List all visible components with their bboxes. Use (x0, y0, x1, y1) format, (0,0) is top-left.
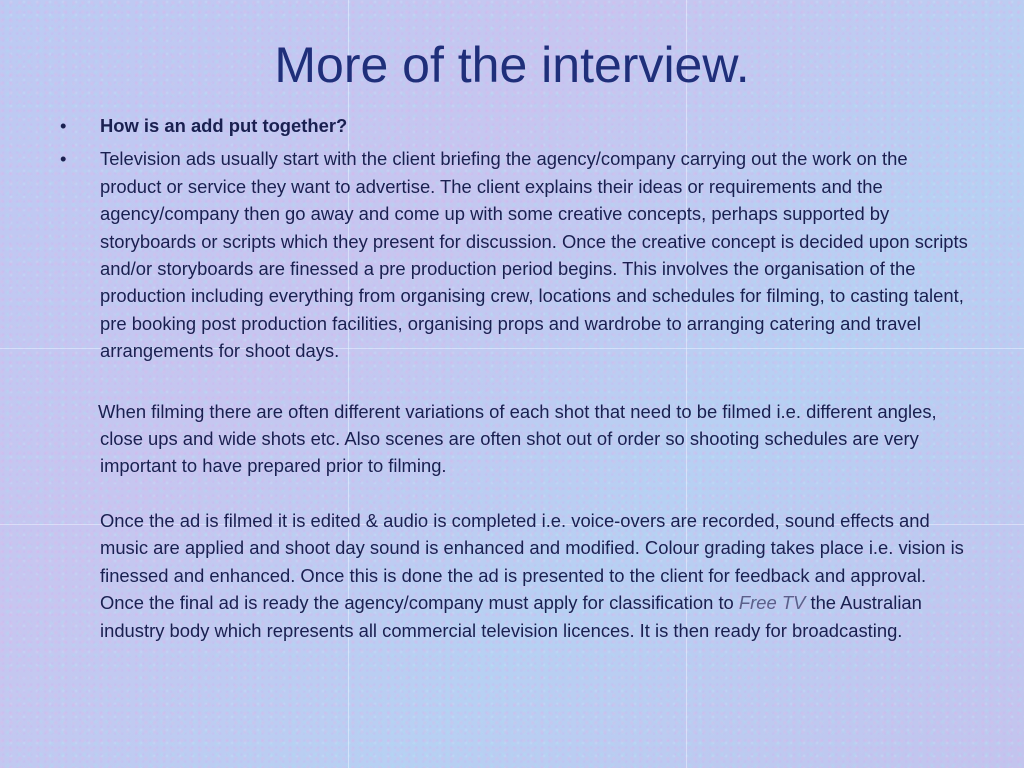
paragraph-spacer (56, 480, 971, 507)
paragraph-editing (56, 507, 971, 644)
bullet-heading: How is an add put together? (100, 115, 348, 136)
bullet-item (56, 145, 971, 364)
bullet-item (56, 112, 971, 139)
bullet-mark: • (60, 148, 67, 170)
paragraph-filming: When filming there are often different variations of each shot that need to be filmed i.e. different angles, close ups and wide shots etc. Also scenes are often shot out of order so shooting schedules are very important to have prepared prior to filming. (98, 400, 937, 477)
bullet-mark: • (60, 115, 67, 136)
paragraph-editing-text: Once the ad is filmed it is edited & audio is completed i.e. voice-overs are recorded, sound effects and music are applied and shoot day sound is enhanced and modified. Colour grading takes place i.e. vision is finessed and enhanced. Once this is done the ad is presented to the client for feedback and approval. Once the final ad is ready the agency/company must apply for classification to (100, 509, 964, 614)
free-tv-link[interactable]: Free TV (738, 592, 806, 614)
slide-body (56, 112, 971, 644)
bullet-text: Television ads usually start with the client briefing the agency/company carrying out the work on the product or service they want to advertise. The client explains their ideas or requirements and the agency/company then go away and come up with some creative concepts, perhaps supported by storyboards or scripts which they present for discussion. Once the creative concept is decided upon scripts and/or storyboards are finessed a pre production period begins. This involves the organisation of the production including everything from organising crew, locations and schedules for filming, to casting talent, pre booking post production facilities, organising props and wardrobe to arranging catering and travel arrangements for shoot days. (100, 148, 968, 362)
paragraph-editing-text-end: the Australian industry body which represents all commercial television licences. It is then ready for broadcasting. (100, 592, 922, 641)
paragraph-spacer (56, 371, 971, 398)
slide-title: More of the interview. (274, 37, 750, 93)
